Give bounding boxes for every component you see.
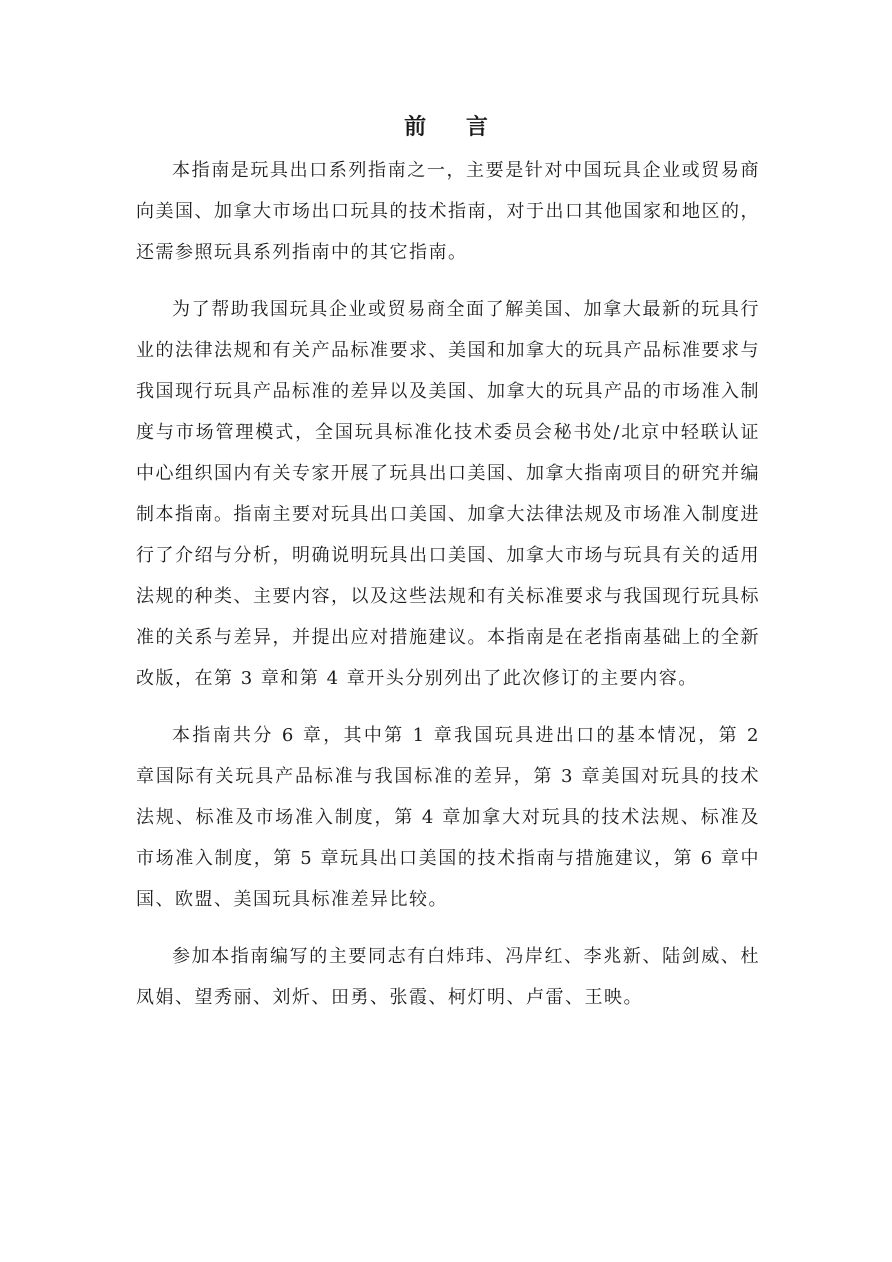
paragraph-structure: 本指南共分 6 章，其中第 1 章我国玩具进出口的基本情况，第 2 章国际有关玩具产品标准与我国标准的差异，第 3 章美国对玩具的技术法规、标准及市场准入制度，第 4 章加拿大对玩具的技术法规、标准及市场准入制度，第 5 章玩具出口美国的技术指南与措施建议，第 6 章中国、欧盟、美国玩具标准差异比较。 <box>136 725 760 910</box>
paragraph-purpose: 为了帮助我国玩具企业或贸易商全面了解美国、加拿大最新的玩具行业的法律法规和有关产品标准要求、美国和加拿大的玩具产品标准要求与我国现行玩具产品标准的差异以及美国、加拿大的玩具产品的市场准入制度与市场管理模式，全国玩具标准化技术委员会秘书处/北京中轻联认证中心组织国内有关专家开展了玩具出口美国、加拿大指南项目的研究并编制本指南。指南主要对玩具出口美国、加拿大法律法规及市场准入制度进行了介绍与分析，明确说明玩具出口美国、加拿大市场与玩具有关的适用法规的种类、主要内容，以及这些法规和有关标准要求与我国现行玩具标准的关系与差异，并提出应对措施建议。本指南是在老指南基础上的全新改版，在第 3 章和第 4 章开头分别列出了此次修订的主要内容。 <box>136 299 760 689</box>
paragraph-intro: 本指南是玩具出口系列指南之一，主要是针对中国玩具企业或贸易商向美国、加拿大市场出口玩具的技术指南，对于出口其他国家和地区的，还需参照玩具系列指南中的其它指南。 <box>136 160 760 263</box>
preface-body <box>136 150 760 1018</box>
preface-title: 前 言 <box>404 114 504 140</box>
paragraph-authors: 参加本指南编写的主要同志有白炜玮、冯岸红、李兆新、陆剑威、杜凤娟、望秀丽、刘炘、田勇、张霞、柯灯明、卢雷、王映。 <box>136 946 760 1008</box>
